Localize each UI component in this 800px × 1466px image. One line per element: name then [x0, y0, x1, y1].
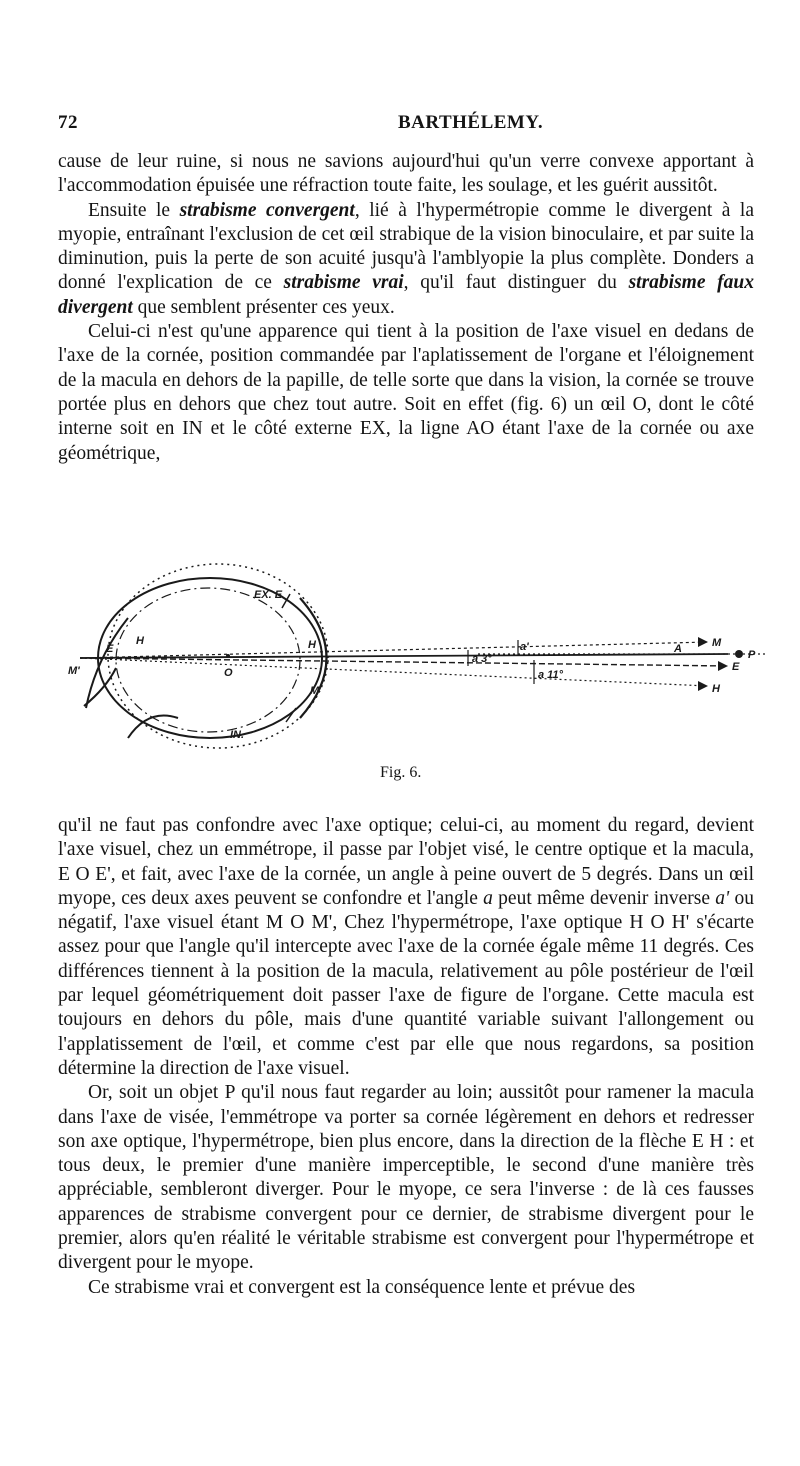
paragraph: Or, soit un objet P qu'il nous faut regarder au loin; aussitôt pour ramener la macula dans l'axe de visée, l'emmétrope va porter sa cornée légèrement en dehors et redresser son axe optique, l'hypermétrope, bien plus encore, dans la direction de la flèche E H : et tous deux, le premier d'une manière imperceptible, le second d'une manière très appréciable, sembleront diverger. Pour le myope, ce sera l'inverse : de là ces fausses apparences de strabisme convergent pour ce dernier, de strabisme divergent pour le premier, alors qu'en réalité le véritable strabisme est convergent pour l'hypermétrope et divergent pour le myope. — [58, 1082, 754, 1274]
label-m-mid: M — [310, 685, 320, 697]
label-right-e: E — [732, 661, 740, 673]
paragraph — [58, 814, 754, 1081]
eye-diagram-svg — [68, 558, 768, 758]
label-alpha-11: a 11° — [538, 669, 563, 681]
paragraph: Celui-ci n'est qu'une apparence qui tient à la position de l'axe visuel en dedans de l'axe de la cornée, position commandée par l'aplatissement de l'organe et l'éloignement de la macula en dehors de la papille, de telle sorte que dans la vision, la cornée se trouve portée plus en dehors que chez tout autre. Soit en effet (fig. 6) un œil O, dont le côté interne soit en IN et le côté externe EX, la ligne AO étant l'axe de la cornée ou axe géométrique, — [58, 321, 754, 464]
label-alpha-prime: a' — [520, 641, 529, 653]
label-alpha-3: a 3° — [472, 653, 492, 665]
label-o: O — [224, 667, 233, 679]
label-right-h: H — [712, 683, 720, 695]
label-right-p: P — [748, 649, 756, 661]
paragraph: cause de leur ruine, si nous ne savions aujourd'hui qu'un verre convexe apportant à l'accommodation épuisée une réfraction toute faite, les soulage, et les guérit aussitôt. — [58, 151, 754, 197]
label-h-mid: H — [308, 639, 316, 651]
optic-curve-left — [86, 618, 128, 708]
symbol: a — [483, 887, 493, 909]
figure-caption: Fig. 6. — [380, 764, 422, 781]
axis-e — [80, 658, 728, 666]
label-ex-e: EX. E — [254, 589, 283, 601]
text-run: ou négatif, l'axe visuel étant M O M', Chez l'hypermétrope, l'axe optique H O H' s'écarte assez pour que l'angle qu'il intercepte avec l'axe de la cornée égale même 11 degrés. Ces différences tiennent à la position de la macula, relativement au pôle postérieur de l'œil par lequel géométriquement doit passer l'axe de figure de l'organe. Cette macula est toujours en dehors du pôle, mais d'une quantité variable suivant l'allongement ou l'applatissement de l'œil, et comme c'est par elle que nous regardons, sa position détermine la direction de l'axe visuel. — [58, 887, 754, 1079]
label-e: E — [106, 643, 114, 655]
page-number: 72 — [58, 112, 78, 133]
label-m-left: M' — [68, 665, 80, 677]
label-right-a: A — [674, 643, 682, 655]
text-run: qu'il ne faut pas confondre avec l'axe optique; celui-ci, au moment du regard, devient l'axe visuel, chez un emmétrope, il passe par l'objet visé, le centre optique et la macula, E O E', et fait, avec l'axe de la cornée, un angle à peine ouvert de 5 degrés. Dans un œil myope, ces deux axes peuvent se confondre et l'angle — [58, 815, 754, 909]
paragraph — [58, 199, 754, 320]
text-run: , lié à l'hypermétropie comme le divergent à la myopie, entraînant l'exclusion de cet œil strabique de la vision binoculaire, et par suite la diminution, puis la perte de son acuité jusqu'à l'amblyopie la plus complète. Donders a donné l'explication de ce — [58, 199, 754, 294]
emphasis: strabisme convergent — [179, 199, 355, 221]
text-run: , qu'il faut distinguer du — [403, 272, 629, 294]
paragraph: Ce strabisme vrai et convergent est la conséquence lente et prévue des — [88, 1276, 636, 1298]
label-in: IN. — [230, 729, 245, 741]
label-h-left: H — [136, 635, 144, 647]
text-run: peut même devenir inverse — [492, 887, 716, 909]
arrowhead-m — [698, 637, 708, 647]
axis-h — [80, 658, 708, 686]
figure-6-eye-diagram — [68, 558, 768, 758]
text-block-top — [58, 150, 754, 466]
running-head: BARTHÉLEMY. — [398, 112, 544, 133]
symbol: a' — [715, 887, 730, 909]
page-header — [58, 112, 754, 136]
emphasis: strabisme faux divergent — [58, 272, 754, 318]
text-block-bottom — [58, 814, 754, 1300]
label-right-m: M — [712, 637, 722, 649]
text-run: que semblent présenter ces yeux. — [132, 296, 395, 318]
object-point-p — [735, 650, 743, 658]
text-run: Ensuite le — [88, 199, 180, 221]
arrowhead-e — [718, 661, 728, 671]
arrowhead-h — [698, 681, 708, 691]
center-point-o — [226, 654, 230, 658]
emphasis: strabisme vrai — [283, 272, 404, 294]
